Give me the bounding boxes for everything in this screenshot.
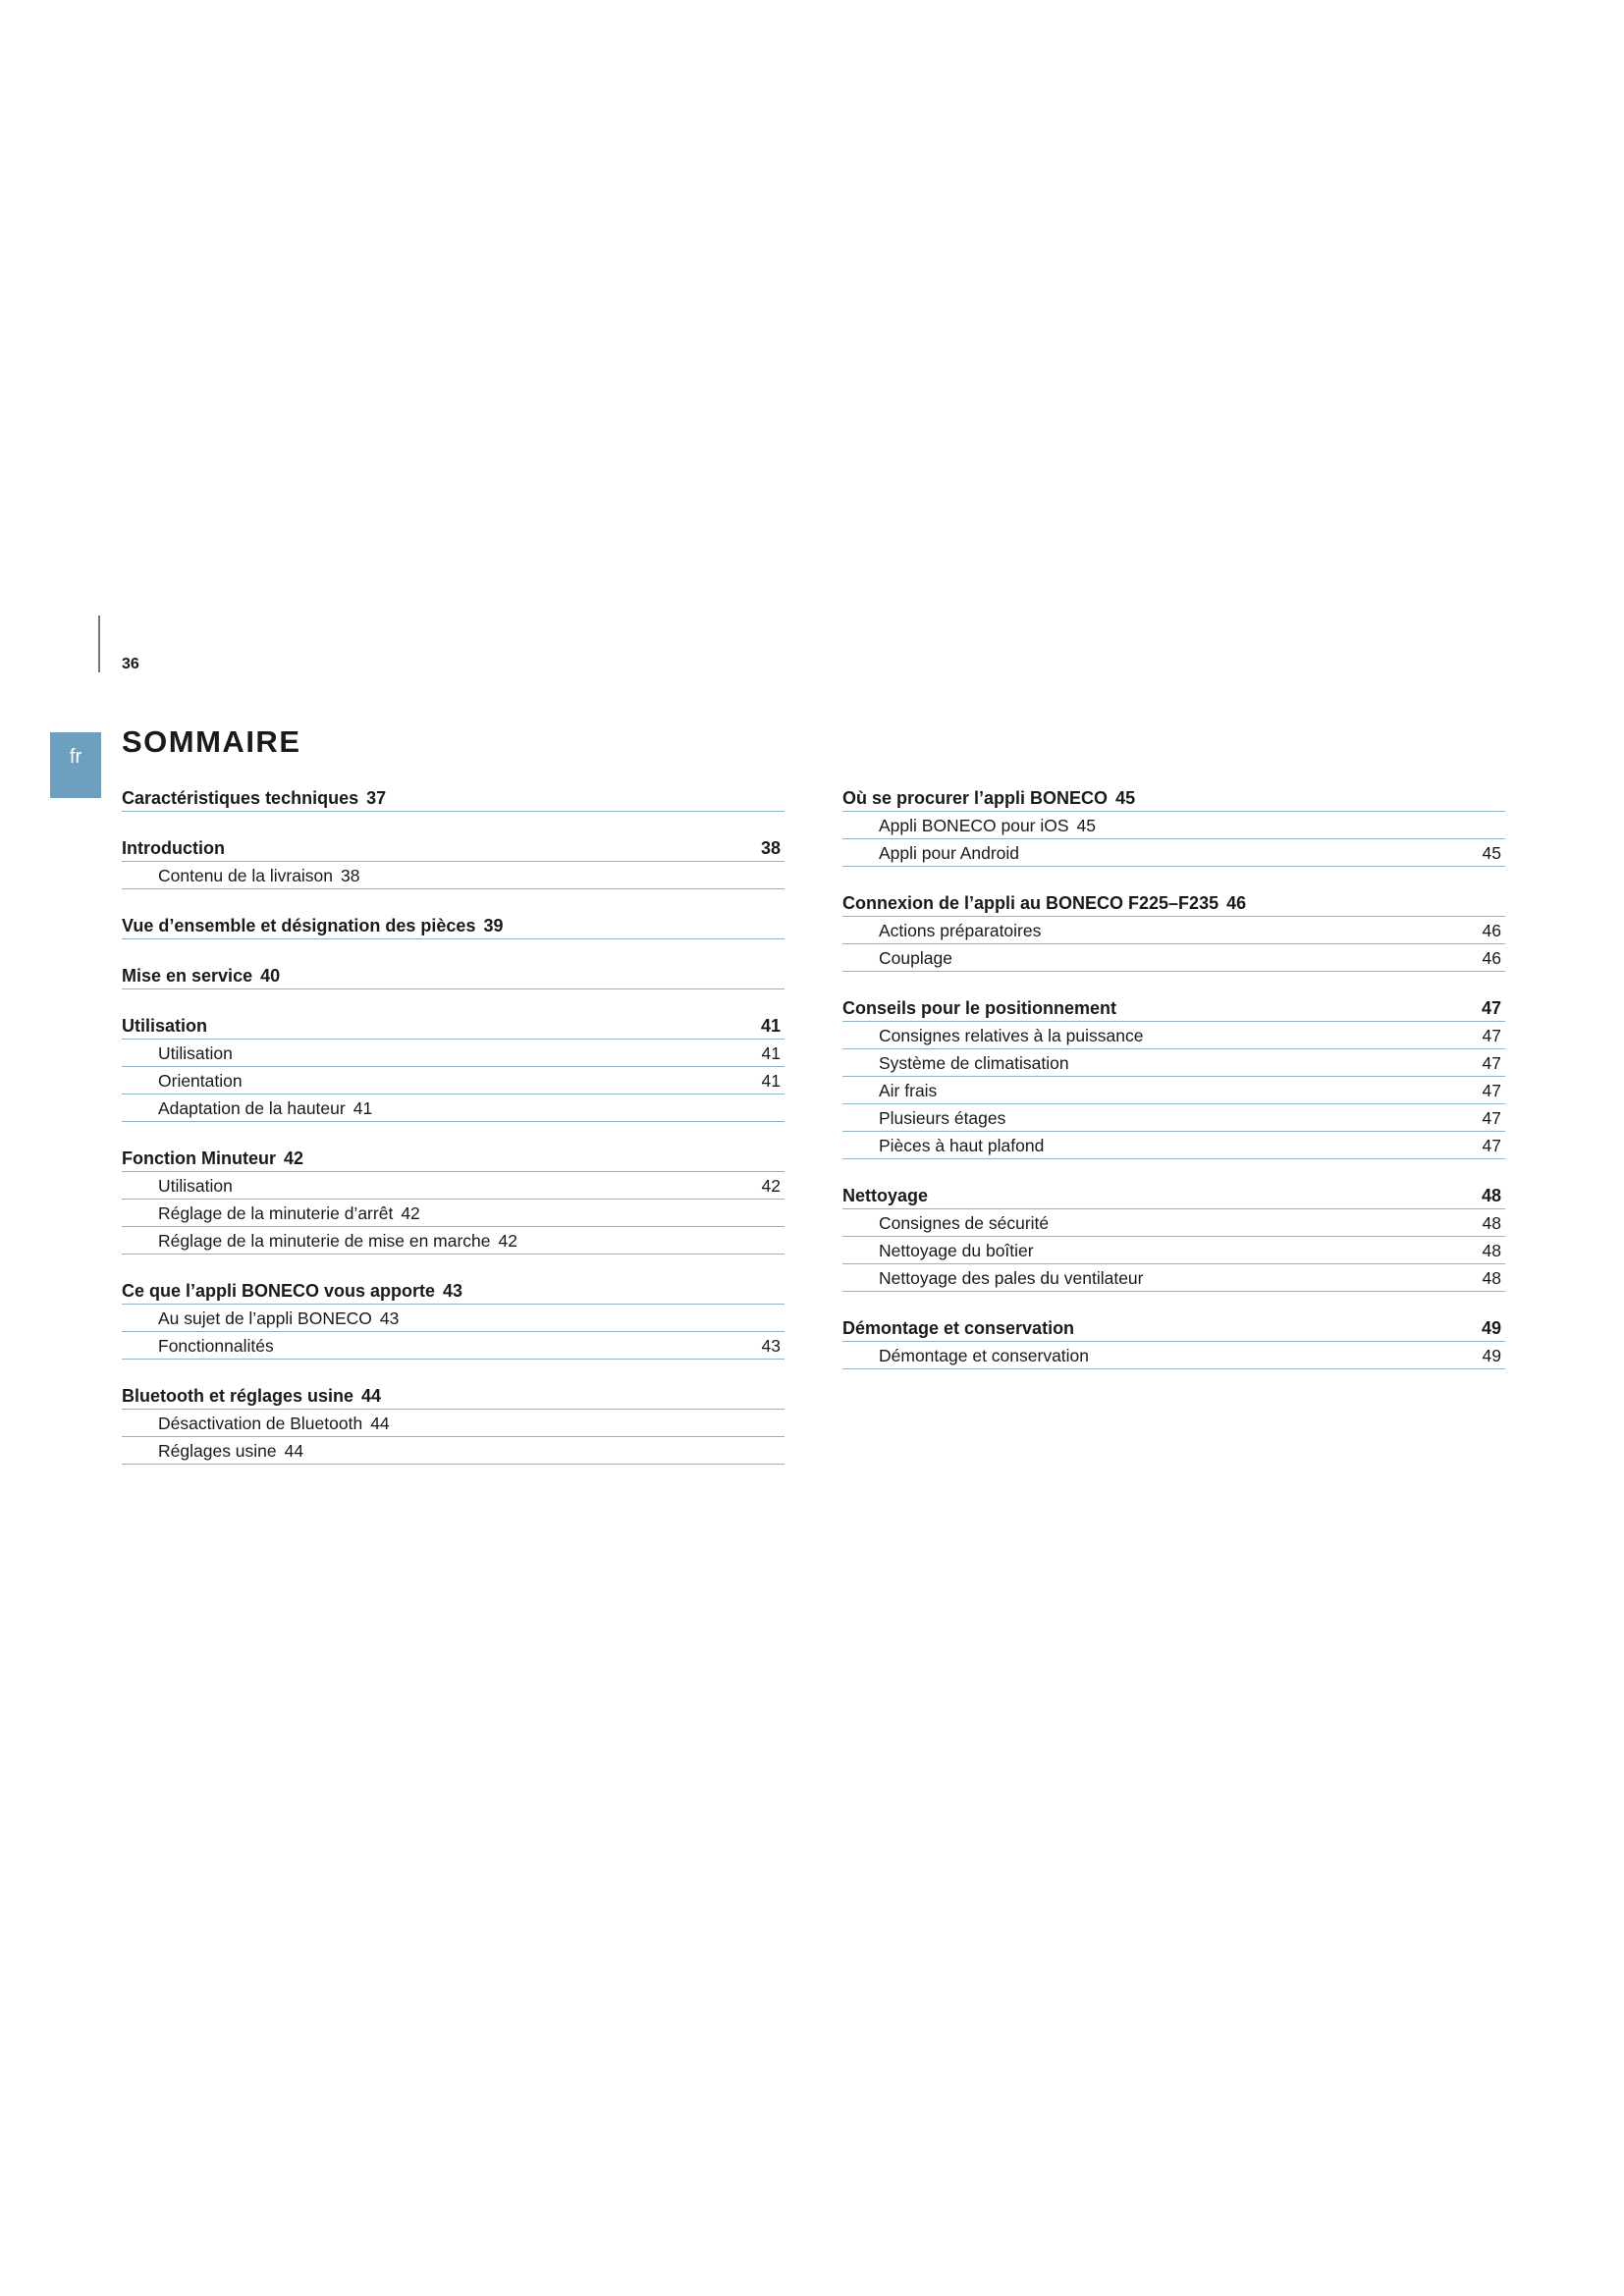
toc-section — [122, 909, 785, 939]
toc-entry[interactable] — [842, 1264, 1505, 1292]
toc-heading[interactable] — [122, 831, 785, 862]
toc-page-number: 41 — [352, 1098, 373, 1118]
toc-entry[interactable] — [842, 1209, 1505, 1237]
toc-heading[interactable] — [842, 886, 1505, 917]
margin-rule — [98, 615, 100, 672]
toc-entry[interactable] — [842, 839, 1505, 867]
toc-section — [842, 991, 1505, 1159]
toc-entry-label: Système de climatisation — [879, 1053, 1069, 1073]
toc-entry[interactable] — [122, 1227, 785, 1255]
toc-heading[interactable] — [842, 1311, 1505, 1342]
toc-entry-label: Désactivation de Bluetooth 44 — [158, 1414, 390, 1433]
toc-page-number: 39 — [483, 916, 504, 935]
toc-page-number: 44 — [361, 1386, 382, 1406]
toc-section — [122, 831, 785, 889]
toc-heading[interactable] — [842, 1179, 1505, 1209]
toc-entry-label: Air frais — [879, 1081, 938, 1100]
toc-entry[interactable] — [842, 1237, 1505, 1264]
toc-entry[interactable] — [842, 1077, 1505, 1104]
toc-page-number: 49 — [1481, 1318, 1501, 1338]
toc-entry[interactable] — [122, 1095, 785, 1122]
toc-page-number: 45 — [1115, 788, 1136, 808]
toc-entry-label: Fonctionnalités — [158, 1336, 274, 1356]
toc-page-number: 47 — [1482, 1053, 1501, 1073]
toc-heading-label: Vue d’ensemble et désignation des pièces 39 — [122, 916, 504, 935]
toc-entry[interactable] — [842, 1022, 1505, 1049]
toc-page-number: 48 — [1482, 1213, 1501, 1233]
toc-page-number: 44 — [370, 1414, 390, 1433]
toc-entry-label: Nettoyage des pales du ventilateur — [879, 1268, 1144, 1288]
toc-heading-label: Introduction — [122, 838, 225, 858]
toc-page-number: 41 — [760, 1016, 781, 1036]
toc-entry[interactable] — [842, 1049, 1505, 1077]
toc-page-number: 40 — [260, 966, 281, 986]
toc-entry[interactable] — [122, 1410, 785, 1437]
toc-page-number: 42 — [283, 1148, 304, 1168]
toc-page-number: 48 — [1482, 1268, 1501, 1288]
toc-heading-label: Bluetooth et réglages usine 44 — [122, 1386, 382, 1406]
toc-entry-label: Contenu de la livraison 38 — [158, 866, 360, 885]
toc-entry[interactable] — [122, 1332, 785, 1360]
toc-section — [122, 1009, 785, 1122]
toc-entry[interactable] — [842, 812, 1505, 839]
toc-section — [842, 886, 1505, 972]
toc-heading[interactable] — [122, 959, 785, 989]
toc-heading[interactable] — [842, 781, 1505, 812]
toc-entry[interactable] — [842, 1132, 1505, 1159]
toc-section — [842, 1179, 1505, 1292]
toc-heading-label: Fonction Minuteur 42 — [122, 1148, 304, 1168]
toc-section — [842, 781, 1505, 867]
toc-entry-label: Réglage de la minuterie d’arrêt 42 — [158, 1203, 420, 1223]
toc-page-number: 48 — [1481, 1186, 1501, 1205]
toc-entry-label: Consignes relatives à la puissance — [879, 1026, 1144, 1045]
toc-entry-label: Utilisation — [158, 1176, 233, 1196]
toc-heading[interactable] — [122, 1379, 785, 1410]
toc-entry-label: Appli BONECO pour iOS 45 — [879, 816, 1097, 835]
toc-entry[interactable] — [842, 1342, 1505, 1369]
toc-section — [122, 1379, 785, 1465]
toc-entry[interactable] — [842, 917, 1505, 944]
toc-page-number: 47 — [1482, 1136, 1501, 1155]
toc-section — [122, 781, 785, 812]
toc-entry-label: Consignes de sécurité — [879, 1213, 1050, 1233]
toc-heading[interactable] — [122, 1142, 785, 1172]
toc-heading-label: Ce que l’appli BONECO vous apporte 43 — [122, 1281, 463, 1301]
toc-page-number: 45 — [1076, 816, 1097, 835]
toc-page-number: 46 — [1482, 948, 1501, 968]
toc-page-number: 46 — [1482, 921, 1501, 940]
toc-page-number: 47 — [1482, 1108, 1501, 1128]
toc-section — [122, 1274, 785, 1360]
toc-entry[interactable] — [122, 862, 785, 889]
toc-page-number: 47 — [1481, 998, 1501, 1018]
toc-entry-label: Réglages usine 44 — [158, 1441, 304, 1461]
toc-entry-label: Appli pour Android — [879, 843, 1020, 863]
toc-heading-label: Démontage et conservation — [842, 1318, 1075, 1338]
toc-heading[interactable] — [122, 1009, 785, 1040]
toc-entry-label: Démontage et conservation — [879, 1346, 1090, 1365]
toc-entry[interactable] — [122, 1200, 785, 1227]
toc-page-number: 37 — [366, 788, 387, 808]
toc-entry[interactable] — [842, 944, 1505, 972]
toc-heading[interactable] — [122, 1274, 785, 1305]
toc-page-number: 44 — [284, 1441, 304, 1461]
toc-heading[interactable] — [122, 781, 785, 812]
toc-page-number: 42 — [761, 1176, 781, 1196]
toc-page-number: 43 — [761, 1336, 781, 1356]
toc-entry-label: Utilisation — [158, 1043, 233, 1063]
toc-entry[interactable] — [122, 1172, 785, 1200]
toc-entry-label: Actions préparatoires — [879, 921, 1042, 940]
toc-heading[interactable] — [842, 991, 1505, 1022]
toc-entry[interactable] — [122, 1040, 785, 1067]
toc-entry[interactable] — [122, 1305, 785, 1332]
toc-heading-label: Caractéristiques techniques 37 — [122, 788, 387, 808]
toc-entry-label: Au sujet de l’appli BONECO 43 — [158, 1308, 400, 1328]
toc-heading-label: Mise en service 40 — [122, 966, 281, 986]
toc-entry-label: Réglage de la minuterie de mise en marche 42 — [158, 1231, 517, 1251]
toc-entry[interactable] — [122, 1067, 785, 1095]
toc-page-number: 46 — [1226, 893, 1247, 913]
toc-page-number: 48 — [1482, 1241, 1501, 1260]
toc-heading-label: Conseils pour le positionnement — [842, 998, 1117, 1018]
toc-page-number: 47 — [1482, 1026, 1501, 1045]
toc-entry[interactable] — [842, 1104, 1505, 1132]
toc-page-number: 41 — [761, 1071, 781, 1091]
toc-page-number: 47 — [1482, 1081, 1501, 1100]
toc-entry-label: Orientation — [158, 1071, 243, 1091]
toc-page-number: 42 — [498, 1231, 517, 1251]
language-tab: fr — [50, 732, 101, 798]
toc-left-column — [122, 781, 785, 1484]
toc-page-number: 45 — [1482, 843, 1501, 863]
toc-entry-label: Pièces à haut plafond — [879, 1136, 1045, 1155]
toc-heading-label: Connexion de l’appli au BONECO F225–F235 46 — [842, 893, 1247, 913]
toc-section — [122, 959, 785, 989]
toc-entry-label: Nettoyage du boîtier — [879, 1241, 1034, 1260]
toc-page-number: 38 — [341, 866, 360, 885]
toc-entry-label: Couplage — [879, 948, 952, 968]
page-number: 36 — [122, 656, 139, 672]
toc-heading-label: Nettoyage — [842, 1186, 929, 1205]
toc-heading[interactable] — [122, 909, 785, 939]
toc-entry-label: Plusieurs étages — [879, 1108, 1006, 1128]
toc-section — [122, 1142, 785, 1255]
toc-section — [842, 1311, 1505, 1369]
toc-page-number: 42 — [401, 1203, 420, 1223]
toc-page-number: 41 — [761, 1043, 781, 1063]
toc-entry-label: Adaptation de la hauteur 41 — [158, 1098, 373, 1118]
toc-page-number: 49 — [1482, 1346, 1501, 1365]
toc-heading-label: Utilisation — [122, 1016, 208, 1036]
toc-entry[interactable] — [122, 1437, 785, 1465]
toc-page-number: 38 — [760, 838, 781, 858]
toc-page-number: 43 — [379, 1308, 400, 1328]
page-title: SOMMAIRE — [122, 724, 301, 759]
toc-heading-label: Où se procurer l’appli BONECO 45 — [842, 788, 1136, 808]
toc-page-number: 43 — [443, 1281, 463, 1301]
toc-right-column — [842, 781, 1505, 1389]
